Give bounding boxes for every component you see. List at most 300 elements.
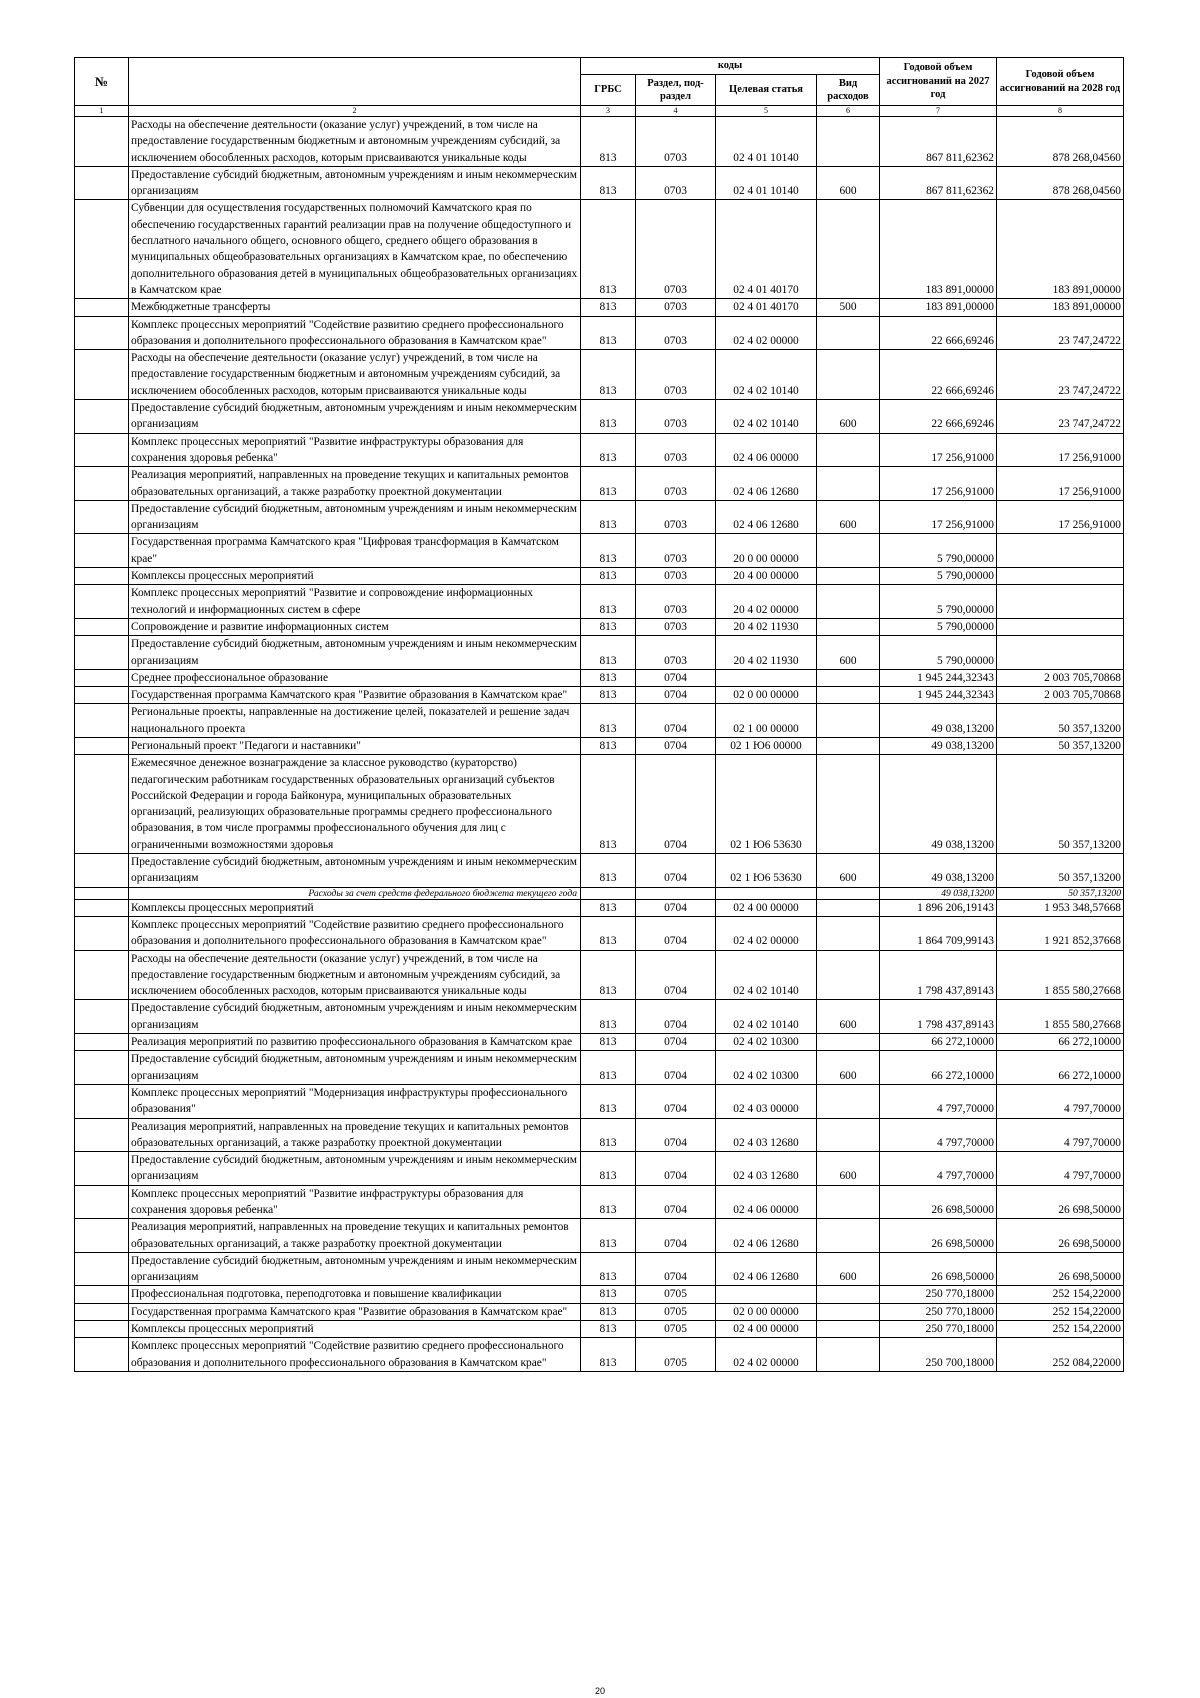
row-volume-2027: 17 256,91000 [880, 500, 997, 534]
row-expense-kind [817, 1034, 880, 1051]
row-volume-2027: 183 891,00000 [880, 200, 997, 299]
row-number [75, 117, 129, 167]
row-expense-kind [817, 737, 880, 754]
row-section: 0705 [636, 1321, 716, 1338]
table-row [75, 1000, 1124, 1034]
row-grbs: 813 [581, 1084, 636, 1118]
row-target [716, 669, 817, 686]
row-volume-2028: 66 272,10000 [997, 1051, 1124, 1085]
row-volume-2027: 22 666,69246 [880, 316, 997, 350]
row-number [75, 1286, 129, 1303]
row-number [75, 568, 129, 585]
row-grbs: 813 [581, 166, 636, 200]
row-section: 0703 [636, 350, 716, 400]
row-expense-kind [817, 467, 880, 501]
row-section: 0703 [636, 400, 716, 434]
row-grbs: 813 [581, 534, 636, 568]
row-expense-kind [817, 1321, 880, 1338]
row-target: 20 4 02 11930 [716, 618, 817, 635]
row-expense-kind [817, 1286, 880, 1303]
row-name: Государственная программа Камчатского края "Развитие образования в Камчатском крае" [129, 687, 581, 704]
table-row [75, 316, 1124, 350]
column-number: 5 [716, 106, 817, 117]
row-section: 0704 [636, 854, 716, 888]
row-section: 0704 [636, 1152, 716, 1186]
row-grbs: 813 [581, 854, 636, 888]
row-target: 02 4 06 00000 [716, 433, 817, 467]
row-number [75, 1219, 129, 1253]
row-target: 02 4 00 00000 [716, 1321, 817, 1338]
table-row [75, 1118, 1124, 1152]
row-section: 0703 [636, 299, 716, 316]
row-volume-2028: 4 797,70000 [997, 1152, 1124, 1186]
row-name: Комплекс процессных мероприятий "Содействие развитию среднего профессионального образования и дополнительного профессионального образования в Камчатском крае" [129, 916, 581, 950]
row-expense-kind [817, 200, 880, 299]
row-target: 02 0 00 00000 [716, 1303, 817, 1320]
table-row [75, 166, 1124, 200]
row-section: 0703 [636, 500, 716, 534]
row-volume-2027: 4 797,70000 [880, 1084, 997, 1118]
row-volume-2028: 4 797,70000 [997, 1084, 1124, 1118]
row-volume-2028: 17 256,91000 [997, 467, 1124, 501]
header-name [129, 58, 581, 106]
row-expense-kind [817, 950, 880, 1000]
row-expense-kind: 600 [817, 500, 880, 534]
row-expense-kind [817, 704, 880, 738]
row-name: Предоставление субсидий бюджетным, автономным учреждениям и иным некоммерческим организациям [129, 854, 581, 888]
row-number [75, 755, 129, 854]
row-target: 20 0 00 00000 [716, 534, 817, 568]
row-volume-2027: 250 700,18000 [880, 1338, 997, 1372]
row-grbs: 813 [581, 1185, 636, 1219]
row-grbs: 813 [581, 737, 636, 754]
row-name: Комплексы процессных мероприятий [129, 1321, 581, 1338]
row-number [75, 669, 129, 686]
row-name: Реализация мероприятий, направленных на проведение текущих и капитальных ремонтов образовательных организаций, а также разработку проектной документации [129, 467, 581, 501]
row-expense-kind: 500 [817, 299, 880, 316]
row-name: Межбюджетные трансферты [129, 299, 581, 316]
row-grbs: 813 [581, 585, 636, 619]
row-expense-kind [817, 618, 880, 635]
row-name: Комплекс процессных мероприятий "Модернизация инфраструктуры профессионального образования" [129, 1084, 581, 1118]
row-volume-2027: 26 698,50000 [880, 1252, 997, 1286]
row-grbs: 813 [581, 568, 636, 585]
row-volume-2027: 66 272,10000 [880, 1034, 997, 1051]
row-volume-2027: 49 038,13200 [880, 887, 997, 899]
row-volume-2028: 1 953 348,57668 [997, 899, 1124, 916]
row-number [75, 534, 129, 568]
table-row [75, 755, 1124, 854]
row-volume-2028: 26 698,50000 [997, 1185, 1124, 1219]
row-volume-2027: 1 945 244,32343 [880, 669, 997, 686]
row-expense-kind: 600 [817, 1051, 880, 1085]
row-grbs: 813 [581, 618, 636, 635]
row-grbs: 813 [581, 1000, 636, 1034]
row-grbs: 813 [581, 350, 636, 400]
row-section: 0704 [636, 1000, 716, 1034]
row-grbs: 813 [581, 755, 636, 854]
row-section: 0703 [636, 166, 716, 200]
row-number [75, 1321, 129, 1338]
row-target: 02 4 02 10140 [716, 950, 817, 1000]
row-target: 02 4 06 12680 [716, 467, 817, 501]
row-section: 0705 [636, 1303, 716, 1320]
row-number [75, 1152, 129, 1186]
row-grbs: 813 [581, 1252, 636, 1286]
row-section: 0704 [636, 1252, 716, 1286]
row-expense-kind [817, 899, 880, 916]
table-row [75, 669, 1124, 686]
row-target: 02 4 00 00000 [716, 899, 817, 916]
row-target: 02 4 03 00000 [716, 1084, 817, 1118]
row-section: 0703 [636, 433, 716, 467]
table-row [75, 433, 1124, 467]
row-number [75, 1034, 129, 1051]
row-volume-2028: 50 357,13200 [997, 737, 1124, 754]
row-expense-kind [817, 117, 880, 167]
row-expense-kind [817, 1084, 880, 1118]
column-number: 3 [581, 106, 636, 117]
table-row [75, 704, 1124, 738]
row-number [75, 467, 129, 501]
row-number [75, 916, 129, 950]
row-volume-2027: 867 811,62362 [880, 166, 997, 200]
row-section: 0703 [636, 316, 716, 350]
row-volume-2028: 50 357,13200 [997, 704, 1124, 738]
row-number [75, 687, 129, 704]
table-row [75, 1219, 1124, 1253]
row-number [75, 737, 129, 754]
row-name: Комплексы процессных мероприятий [129, 568, 581, 585]
row-name: Государственная программа Камчатского края "Развитие образования в Камчатском крае" [129, 1303, 581, 1320]
row-volume-2028: 50 357,13200 [997, 755, 1124, 854]
row-volume-2027: 5 790,00000 [880, 568, 997, 585]
row-section: 0705 [636, 1286, 716, 1303]
row-volume-2028: 23 747,24722 [997, 350, 1124, 400]
row-name: Региональные проекты, направленные на достижение целей, показателей и решение задач национального проекта [129, 704, 581, 738]
row-volume-2027: 17 256,91000 [880, 433, 997, 467]
row-volume-2027: 22 666,69246 [880, 400, 997, 434]
table-row [75, 1152, 1124, 1186]
table-row [75, 1252, 1124, 1286]
table-row [75, 1303, 1124, 1320]
header-section: Раздел, под-раздел [636, 75, 716, 106]
row-name: Расходы на обеспечение деятельности (оказание услуг) учреждений, в том числе на предоставление государственным бюджетным и автономным учреждениям субсидий, за исключением обособленных расходов, которым присваиваются уникальные коды [129, 117, 581, 167]
row-target: 02 4 02 00000 [716, 916, 817, 950]
budget-table [74, 57, 1124, 1372]
table-row [75, 1051, 1124, 1085]
row-number [75, 1252, 129, 1286]
row-name: Комплекс процессных мероприятий "Развитие инфраструктуры образования для сохранения здоровья ребенка" [129, 1185, 581, 1219]
table-row [75, 636, 1124, 670]
table-row [75, 950, 1124, 1000]
column-number: 1 [75, 106, 129, 117]
header-volume-2028: Годовой объем ассигнований на 2028 год [997, 58, 1124, 106]
row-volume-2028: 26 698,50000 [997, 1219, 1124, 1253]
row-target: 02 4 01 10140 [716, 117, 817, 167]
header-grbs: ГРБС [581, 75, 636, 106]
row-volume-2028: 17 256,91000 [997, 500, 1124, 534]
table-row [75, 1338, 1124, 1372]
row-grbs: 813 [581, 433, 636, 467]
row-number [75, 1338, 129, 1372]
table-row [75, 1185, 1124, 1219]
row-target: 02 4 01 40170 [716, 200, 817, 299]
table-row [75, 1286, 1124, 1303]
row-name: Комплекс процессных мероприятий "Содействие развитию среднего профессионального образования и дополнительного профессионального образования в Камчатском крае" [129, 316, 581, 350]
row-number [75, 899, 129, 916]
budget-table-sheet [74, 57, 1123, 1372]
header-volume-2027: Годовой объем ассигнований на 2027 год [880, 58, 997, 106]
row-number [75, 1185, 129, 1219]
table-row [75, 400, 1124, 434]
row-section: 0703 [636, 618, 716, 635]
row-section: 0703 [636, 568, 716, 585]
row-volume-2027: 26 698,50000 [880, 1185, 997, 1219]
row-volume-2027: 1 945 244,32343 [880, 687, 997, 704]
row-target: 02 4 03 12680 [716, 1118, 817, 1152]
header-codes: коды [581, 58, 880, 75]
row-section: 0704 [636, 687, 716, 704]
row-volume-2027: 4 797,70000 [880, 1152, 997, 1186]
row-grbs: 813 [581, 400, 636, 434]
row-number [75, 316, 129, 350]
row-grbs [581, 887, 636, 899]
table-row [75, 737, 1124, 754]
row-volume-2028: 17 256,91000 [997, 433, 1124, 467]
row-volume-2028: 2 003 705,70868 [997, 687, 1124, 704]
row-volume-2027: 1 798 437,89143 [880, 950, 997, 1000]
row-target [716, 1286, 817, 1303]
row-volume-2028 [997, 618, 1124, 635]
row-name: Предоставление субсидий бюджетным, автономным учреждениям и иным некоммерческим организациям [129, 1152, 581, 1186]
row-target [716, 887, 817, 899]
row-target: 02 4 01 10140 [716, 166, 817, 200]
row-target: 20 4 02 11930 [716, 636, 817, 670]
row-volume-2027: 49 038,13200 [880, 704, 997, 738]
header-target: Целевая статья [716, 75, 817, 106]
row-target: 02 4 02 00000 [716, 316, 817, 350]
row-name: Ежемесячное денежное вознаграждение за классное руководство (кураторство) педагогическим работникам государственных образовательных организаций субъектов Российской Федерации и города Байконура, муниципальных образовательных организаций, реализующих образовательные программы среднего профессионального образования, в том числе программы профессионального обучения для лиц с ограниченными возможностями здоровья [129, 755, 581, 854]
row-name: Сопровождение и развитие информационных систем [129, 618, 581, 635]
row-expense-kind [817, 1185, 880, 1219]
row-grbs: 813 [581, 1118, 636, 1152]
row-expense-kind: 600 [817, 636, 880, 670]
row-expense-kind [817, 1338, 880, 1372]
row-expense-kind [817, 1118, 880, 1152]
row-grbs: 813 [581, 950, 636, 1000]
row-grbs: 813 [581, 1286, 636, 1303]
row-section: 0704 [636, 1185, 716, 1219]
row-expense-kind: 600 [817, 854, 880, 888]
table-row [75, 117, 1124, 167]
row-name: Предоставление субсидий бюджетным, автономным учреждениям и иным некоммерческим организациям [129, 1051, 581, 1085]
row-section: 0704 [636, 899, 716, 916]
row-volume-2027: 22 666,69246 [880, 350, 997, 400]
row-section: 0703 [636, 534, 716, 568]
row-number [75, 950, 129, 1000]
row-volume-2027: 49 038,13200 [880, 854, 997, 888]
row-number [75, 200, 129, 299]
row-volume-2027: 5 790,00000 [880, 636, 997, 670]
row-target: 02 4 02 10300 [716, 1034, 817, 1051]
row-expense-kind [817, 916, 880, 950]
row-target: 20 4 00 00000 [716, 568, 817, 585]
table-row [75, 467, 1124, 501]
row-number [75, 350, 129, 400]
table-row [75, 1084, 1124, 1118]
row-grbs: 813 [581, 200, 636, 299]
row-volume-2028: 878 268,04560 [997, 166, 1124, 200]
row-volume-2028: 26 698,50000 [997, 1252, 1124, 1286]
row-expense-kind: 600 [817, 166, 880, 200]
row-expense-kind: 600 [817, 1252, 880, 1286]
row-grbs: 813 [581, 636, 636, 670]
row-number [75, 618, 129, 635]
table-row [75, 534, 1124, 568]
row-name: Предоставление субсидий бюджетным, автономным учреждениям и иным некоммерческим организациям [129, 636, 581, 670]
row-volume-2027: 1 864 709,99143 [880, 916, 997, 950]
table-row [75, 299, 1124, 316]
row-target: 02 4 06 12680 [716, 1252, 817, 1286]
row-grbs: 813 [581, 1034, 636, 1051]
row-expense-kind [817, 433, 880, 467]
row-grbs: 813 [581, 299, 636, 316]
row-target: 02 4 02 00000 [716, 1338, 817, 1372]
row-name: Расходы на обеспечение деятельности (оказание услуг) учреждений, в том числе на предоставление государственным бюджетным и автономным учреждениям субсидий, за исключением обособленных расходов, которым присваиваются уникальные коды [129, 950, 581, 1000]
row-grbs: 813 [581, 1338, 636, 1372]
row-section: 0704 [636, 1051, 716, 1085]
row-target: 02 4 02 10140 [716, 1000, 817, 1034]
row-expense-kind [817, 887, 880, 899]
table-row [75, 568, 1124, 585]
row-number [75, 433, 129, 467]
header-expense-kind: Вид расходов [817, 75, 880, 106]
row-grbs: 813 [581, 704, 636, 738]
row-volume-2027: 4 797,70000 [880, 1118, 997, 1152]
row-name: Реализация мероприятий по развитию профессионального образования в Камчатском крае [129, 1034, 581, 1051]
row-volume-2027: 49 038,13200 [880, 755, 997, 854]
row-target: 02 1 Ю6 53630 [716, 854, 817, 888]
row-section: 0704 [636, 916, 716, 950]
row-grbs: 813 [581, 1051, 636, 1085]
row-number [75, 299, 129, 316]
column-number: 6 [817, 106, 880, 117]
row-expense-kind: 600 [817, 1000, 880, 1034]
row-expense-kind [817, 1303, 880, 1320]
row-volume-2027: 1 798 437,89143 [880, 1000, 997, 1034]
row-grbs: 813 [581, 899, 636, 916]
row-volume-2027: 5 790,00000 [880, 585, 997, 619]
row-section: 0704 [636, 1219, 716, 1253]
table-row [75, 1321, 1124, 1338]
row-number [75, 1000, 129, 1034]
row-volume-2028: 1 855 580,27668 [997, 1000, 1124, 1034]
row-grbs: 813 [581, 500, 636, 534]
row-volume-2028: 878 268,04560 [997, 117, 1124, 167]
row-volume-2028 [997, 585, 1124, 619]
row-grbs: 813 [581, 916, 636, 950]
row-number [75, 166, 129, 200]
row-expense-kind [817, 534, 880, 568]
row-number [75, 585, 129, 619]
row-expense-kind [817, 350, 880, 400]
row-target: 20 4 02 00000 [716, 585, 817, 619]
row-volume-2028 [997, 568, 1124, 585]
row-number [75, 1303, 129, 1320]
row-section: 0704 [636, 669, 716, 686]
row-expense-kind [817, 687, 880, 704]
row-name: Комплекс процессных мероприятий "Развитие инфраструктуры образования для сохранения здоровья ребенка" [129, 433, 581, 467]
row-volume-2027: 5 790,00000 [880, 618, 997, 635]
row-name: Расходы на обеспечение деятельности (оказание услуг) учреждений, в том числе на предоставление государственным бюджетным и автономным учреждениям субсидий, за исключением обособленных расходов, которым присваиваются уникальные коды [129, 350, 581, 400]
row-section: 0704 [636, 1118, 716, 1152]
row-volume-2027: 17 256,91000 [880, 467, 997, 501]
table-row [75, 687, 1124, 704]
row-target: 02 1 00 00000 [716, 704, 817, 738]
row-name: Реализация мероприятий, направленных на проведение текущих и капитальных ремонтов образовательных организаций, а также разработку проектной документации [129, 1219, 581, 1253]
row-volume-2028: 2 003 705,70868 [997, 669, 1124, 686]
column-number: 2 [129, 106, 581, 117]
row-section: 0704 [636, 1034, 716, 1051]
row-section [636, 887, 716, 899]
row-section: 0705 [636, 1338, 716, 1372]
row-volume-2028: 66 272,10000 [997, 1034, 1124, 1051]
row-volume-2028: 183 891,00000 [997, 299, 1124, 316]
row-target: 02 4 06 00000 [716, 1185, 817, 1219]
row-number [75, 704, 129, 738]
row-grbs: 813 [581, 467, 636, 501]
row-volume-2027: 26 698,50000 [880, 1219, 997, 1253]
row-target: 02 4 01 40170 [716, 299, 817, 316]
column-number: 8 [997, 106, 1124, 117]
row-volume-2028: 252 154,22000 [997, 1321, 1124, 1338]
page-number: 20 [594, 1686, 605, 1696]
row-volume-2027: 250 770,18000 [880, 1303, 997, 1320]
row-name: Среднее профессиональное образование [129, 669, 581, 686]
row-number [75, 1051, 129, 1085]
row-section: 0703 [636, 200, 716, 299]
row-target: 02 4 06 12680 [716, 1219, 817, 1253]
row-name: Комплексы процессных мероприятий [129, 899, 581, 916]
row-volume-2028: 252 154,22000 [997, 1286, 1124, 1303]
row-number [75, 854, 129, 888]
row-name: Субвенции для осуществления государственных полномочий Камчатского края по обеспечению государственных гарантий реализации прав на получение общедоступного и бесплатного начального общего, основного общего, среднего общего образования в муниципальных общеобразовательных организациях в Камчатском крае, по обеспечению дополнительного образования детей в муниципальных общеобразовательных организациях в Камчатском крае [129, 200, 581, 299]
row-expense-kind: 600 [817, 400, 880, 434]
row-number [75, 1118, 129, 1152]
row-volume-2027: 867 811,62362 [880, 117, 997, 167]
row-name: Комплекс процессных мероприятий "Содействие развитию среднего профессионального образования и дополнительного профессионального образования в Камчатском крае" [129, 1338, 581, 1372]
row-target: 02 1 Ю6 00000 [716, 737, 817, 754]
row-volume-2028 [997, 636, 1124, 670]
row-name: Региональный проект "Педагоги и наставники" [129, 737, 581, 754]
row-grbs: 813 [581, 1219, 636, 1253]
row-volume-2027: 66 272,10000 [880, 1051, 997, 1085]
row-volume-2027: 183 891,00000 [880, 299, 997, 316]
table-body [75, 117, 1124, 1372]
row-volume-2028: 1 855 580,27668 [997, 950, 1124, 1000]
row-target: 02 1 Ю6 53630 [716, 755, 817, 854]
table-row [75, 899, 1124, 916]
row-volume-2028 [997, 534, 1124, 568]
row-section: 0703 [636, 117, 716, 167]
row-target: 02 4 02 10140 [716, 350, 817, 400]
row-volume-2028: 183 891,00000 [997, 200, 1124, 299]
row-target: 02 4 02 10140 [716, 400, 817, 434]
row-name: Предоставление субсидий бюджетным, автономным учреждениям и иным некоммерческим организациям [129, 1252, 581, 1286]
row-volume-2027: 5 790,00000 [880, 534, 997, 568]
row-target: 02 0 00 00000 [716, 687, 817, 704]
